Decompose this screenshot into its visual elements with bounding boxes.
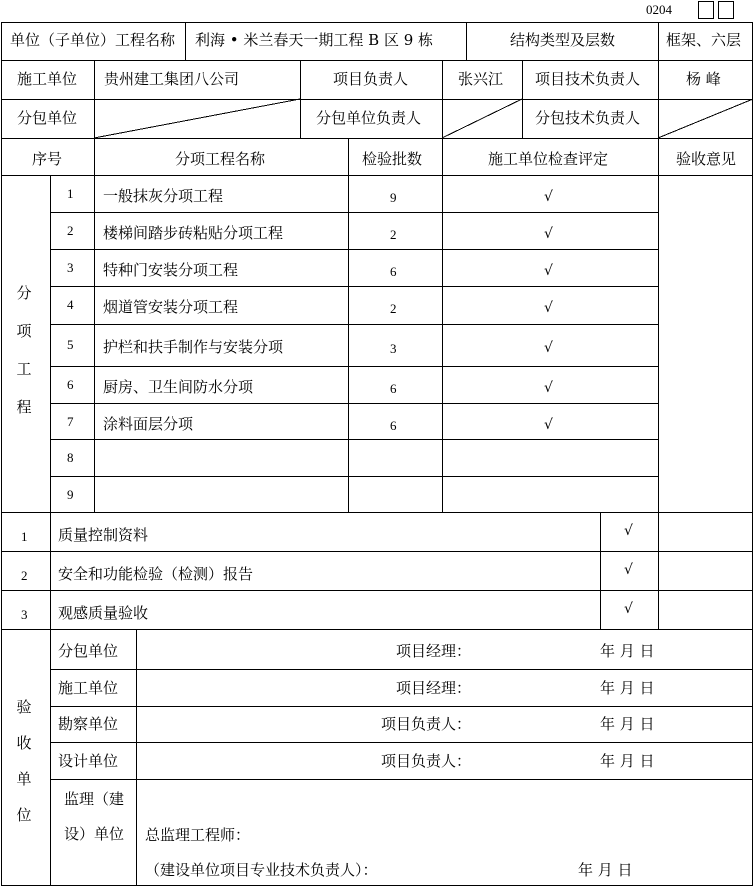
quality-label: 质量控制资料 [58, 526, 149, 544]
header-seq: 序号 [32, 150, 63, 168]
header-name: 分项工程名称 [175, 150, 266, 168]
quality-no: 3 [21, 607, 28, 622]
group-char: 分 [16, 284, 32, 302]
subcontract-tech-label: 分包技术负责人 [535, 109, 641, 127]
item-name: 特种门安装分项工程 [103, 261, 239, 279]
header-batches: 检验批数 [362, 150, 423, 168]
subitem-group-label [16, 286, 32, 415]
group-char: 验 [16, 698, 32, 716]
group-char: 项 [16, 322, 32, 340]
quality-no: 1 [21, 529, 28, 544]
structure-label: 结构类型及层数 [510, 31, 616, 49]
item-name: 楼梯间踏步砖粘贴分项工程 [103, 224, 284, 242]
item-check: √ [544, 300, 553, 316]
item-name: 一般抹灰分项工程 [103, 187, 224, 205]
form-code: 0204 [646, 2, 672, 17]
item-no: 9 [67, 487, 74, 502]
quality-label: 观感质量验收 [58, 604, 149, 622]
item-name: 涂料面层分项 [103, 415, 194, 433]
item-check: √ [544, 189, 553, 205]
quality-check: √ [624, 601, 633, 617]
item-no: 1 [67, 186, 74, 201]
tech-leader-value: 杨 峰 [686, 70, 721, 88]
acceptance-role: 项目经理： [396, 679, 472, 697]
item-batches: 2 [390, 301, 397, 316]
quality-no: 2 [21, 568, 28, 583]
acceptance-unit: 勘察单位 [58, 715, 119, 733]
quality-check: √ [624, 523, 633, 539]
acceptance-date: 年 月 日 [600, 679, 655, 697]
header-opinion: 验收意见 [676, 150, 737, 168]
item-batches: 6 [390, 264, 397, 279]
chief-supervisor-label: 总监理工程师： [145, 826, 251, 844]
acceptance-unit: 分包单位 [58, 642, 119, 660]
group-char: 位 [16, 806, 32, 824]
acceptance-role: 项目负责人： [381, 715, 472, 733]
quality-label: 安全和功能检验（检测）报告 [58, 565, 254, 583]
item-no: 4 [67, 297, 74, 312]
acceptance-unit: 设计单位 [58, 752, 119, 770]
acceptance-group-label [16, 700, 32, 823]
group-char: 收 [16, 734, 32, 752]
item-check: √ [544, 417, 553, 433]
group-char: 程 [16, 398, 32, 416]
acceptance-unit: 施工单位 [58, 679, 119, 697]
item-no: 5 [67, 337, 74, 352]
subcontract-leader-label: 分包单位负责人 [316, 109, 422, 127]
group-char: 单 [16, 770, 32, 788]
item-no: 2 [67, 223, 74, 238]
item-batches: 9 [390, 190, 397, 205]
item-no: 7 [67, 414, 74, 429]
group-char: 工 [16, 360, 32, 378]
construction-unit-value: 贵州建工集团八公司 [104, 70, 240, 88]
acceptance-date: 年 月 日 [600, 642, 655, 660]
item-batches: 2 [390, 227, 397, 242]
acceptance-role: 项目经理： [396, 642, 472, 660]
supervision-date: 年 月 日 [578, 861, 633, 879]
quality-check: √ [624, 562, 633, 578]
acceptance-role: 项目负责人： [381, 752, 472, 770]
acceptance-date: 年 月 日 [600, 752, 655, 770]
header-self-check: 施工单位检查评定 [488, 150, 609, 168]
project-manager-label: 项目负责人 [333, 70, 409, 88]
construction-unit-label: 施工单位 [17, 70, 78, 88]
owner-tech-leader-label: （建设单位项目专业技术负责人）： [145, 861, 378, 879]
acceptance-date: 年 月 日 [600, 715, 655, 733]
project-manager-value: 张兴江 [458, 70, 504, 88]
structure-value: 框架、六层 [666, 31, 742, 49]
tech-leader-label: 项目技术负责人 [535, 70, 641, 88]
item-check: √ [544, 380, 553, 396]
item-batches: 3 [390, 341, 397, 356]
subcontract-unit-label: 分包单位 [17, 109, 78, 127]
project-name-label: 单位（子单位）工程名称 [10, 31, 176, 49]
item-check: √ [544, 340, 553, 356]
project-name-value: 利海 • 米兰春天一期工程 B 区 9 栋 [195, 31, 434, 49]
item-check: √ [544, 263, 553, 279]
supervision-unit-line2: 设）单位 [64, 825, 125, 843]
item-no: 6 [67, 377, 74, 392]
item-name: 烟道管安装分项工程 [103, 298, 239, 316]
item-name: 厨房、卫生间防水分项 [103, 378, 254, 396]
item-batches: 6 [390, 381, 397, 396]
item-name: 护栏和扶手制作与安装分项 [103, 338, 284, 356]
item-no: 8 [67, 450, 74, 465]
item-check: √ [544, 226, 553, 242]
item-no: 3 [67, 260, 74, 275]
supervision-unit-line1: 监理（建 [64, 790, 125, 808]
item-batches: 6 [390, 418, 397, 433]
